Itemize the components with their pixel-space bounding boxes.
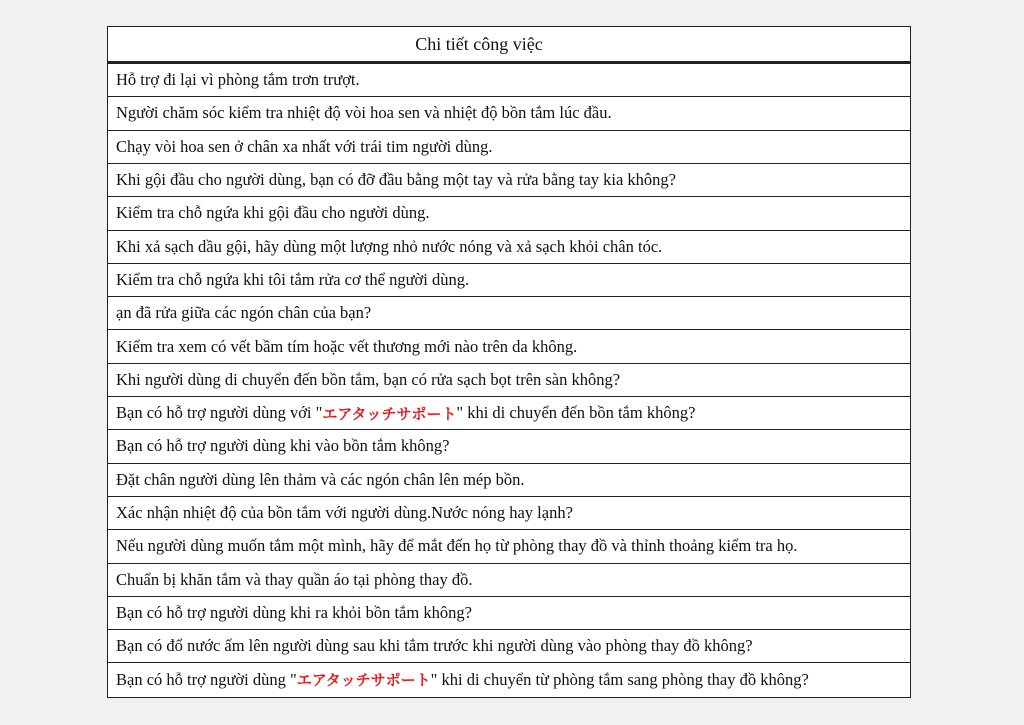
row-text: Chuẩn bị khăn tắm và thay quần áo tại phòng thay đồ. [116, 569, 473, 589]
table-row [108, 230, 910, 263]
table-header [108, 27, 910, 63]
row-text: Người chăm sóc kiểm tra nhiệt độ vòi hoa sen và nhiệt độ bồn tắm lúc đầu. [116, 103, 612, 123]
row-text: Chạy vòi hoa sen ở chân xa nhất với trái tim người dùng. [116, 136, 493, 156]
table-row [108, 629, 910, 662]
row-text: Kiểm tra chỗ ngứa khi gội đầu cho người dùng. [116, 203, 430, 223]
highlight-text: エアタッチサポート [296, 671, 431, 690]
row-text: Khi xả sạch dầu gội, hãy dùng một lượng nhỏ nước nóng và xả sạch khỏi chân tóc. [116, 236, 663, 256]
table-row [108, 130, 910, 163]
row-text: Kiểm tra chỗ ngứa khi tôi tắm rửa cơ thể người dùng. [116, 269, 470, 289]
row-text: Bạn có hỗ trợ người dùng khi vào bồn tắm không? [116, 436, 450, 456]
row-text-after: " khi di chuyển từ phòng tắm sang phòng thay đồ không? [430, 669, 809, 689]
table-row [108, 596, 910, 629]
row-text: Đặt chân người dùng lên thảm và các ngón chân lên mép bồn. [116, 469, 525, 489]
table-row [108, 563, 910, 596]
row-text: Bạn có đổ nước ấm lên người dùng sau khi tắm trước khi người dùng vào phòng thay đồ không? [116, 636, 753, 656]
table-row [108, 662, 910, 696]
table-row [108, 163, 910, 196]
table-row [108, 429, 910, 462]
table-header-label: Chi tiết công việc [415, 33, 543, 54]
table-row [108, 329, 910, 362]
row-text-after: " khi di chuyển đến bồn tắm không? [456, 403, 696, 423]
table-row [108, 529, 910, 562]
task-table [107, 26, 911, 698]
row-text: ạn đã rửa giữa các ngón chân của bạn? [116, 303, 372, 323]
row-text-before: Bạn có hỗ trợ người dùng " [116, 669, 297, 689]
row-text: Khi gội đầu cho người dùng, bạn có đỡ đầu bằng một tay và rửa bằng tay kia không? [116, 170, 677, 190]
table-row [108, 96, 910, 129]
table-row [108, 196, 910, 229]
table-row [108, 463, 910, 496]
row-text: Khi người dùng di chuyển đến bồn tắm, bạn có rửa sạch bọt trên sàn không? [116, 369, 621, 389]
table-row [108, 263, 910, 296]
row-text-before: Bạn có hỗ trợ người dùng với " [116, 403, 323, 423]
table-row [108, 496, 910, 529]
table-row [108, 396, 910, 429]
row-text: Nếu người dùng muốn tắm một mình, hãy để mắt đến họ từ phòng thay đồ và thỉnh thoảng kiểm tra họ. [116, 536, 798, 556]
table-row [108, 63, 910, 96]
row-text: Kiểm tra xem có vết bầm tím hoặc vết thương mới nào trên da không. [116, 336, 578, 356]
highlight-text: エアタッチサポート [322, 404, 457, 423]
table-row [108, 296, 910, 329]
row-text: Xác nhận nhiệt độ của bồn tắm với người dùng.Nước nóng hay lạnh? [116, 503, 573, 523]
row-text: Hỗ trợ đi lại vì phòng tắm trơn trượt. [116, 70, 360, 90]
row-text: Bạn có hỗ trợ người dùng khi ra khỏi bồn tắm không? [116, 602, 472, 622]
table-row [108, 363, 910, 396]
